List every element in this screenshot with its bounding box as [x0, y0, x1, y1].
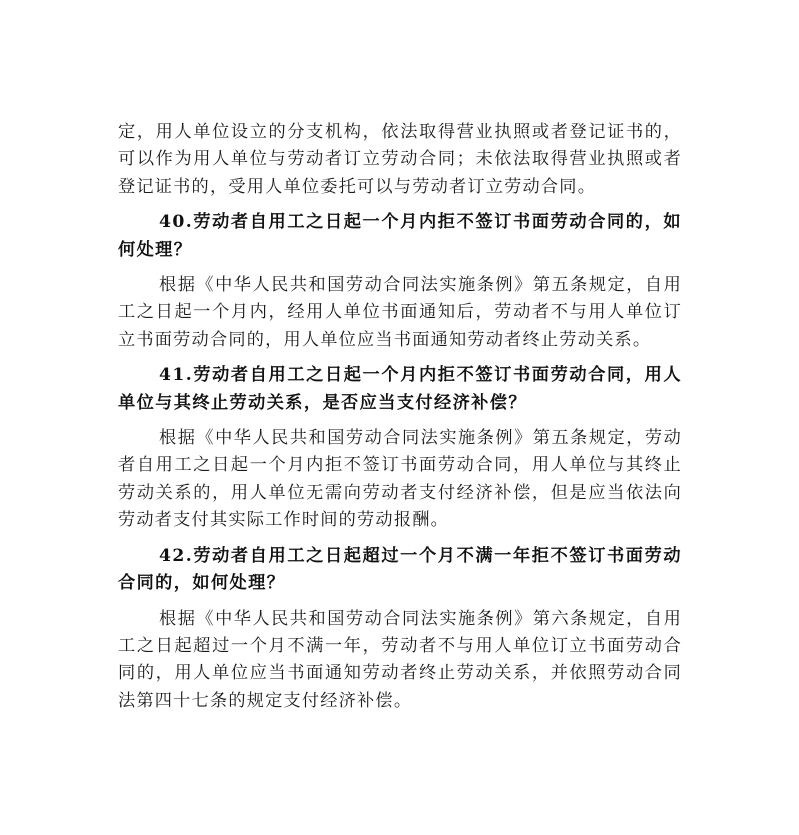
continuation-paragraph: 定，用人单位设立的分支机构，依法取得营业执照或者登记证书的，可以作为用人单位与劳动者订立劳动合同；未依法取得营业执照或者登记证书的，受用人单位委托可以与劳动者订立劳动合同。 [118, 122, 682, 197]
section-body-42: 根据《中华人民共和国劳动合同法实施条例》第六条规定，自用工之日起超过一个月不满一年，劳动者不与用人单位订立书面劳动合同的，用人单位应当书面通知劳动者终止劳动关系，并依照劳动合同法第四十七条的规定支付经济补偿。 [118, 608, 682, 711]
document-content [118, 119, 682, 723]
section-body-40: 根据《中华人民共和国劳动合同法实施条例》第五条规定，自用工之日起一个月内，经用人单位书面通知后，劳动者不与用人单位订立书面劳动合同的，用人单位应当书面通知劳动者终止劳动关系。 [118, 275, 682, 350]
section-body-41: 根据《中华人民共和国劳动合同法实施条例》第五条规定，劳动者自用工之日起一个月内拒不签订书面劳动合同，用人单位与其终止劳动关系的，用人单位无需向劳动者支付经济补偿，但是应当依法向劳动者支付其实际工作时间的劳动报酬。 [118, 428, 682, 531]
section-heading-41: 41.劳动者自用工之日起一个月内拒不签订书面劳动合同，用人单位与其终止劳动关系，是否应当支付经济补偿？ [118, 365, 682, 413]
section-heading-42: 42.劳动者自用工之日起超过一个月不满一年拒不签订书面劳动合同的，如何处理？ [118, 545, 682, 594]
section-heading-40: 40.劳动者自用工之日起一个月内拒不签订书面劳动合同的，如何处理？ [118, 212, 682, 260]
